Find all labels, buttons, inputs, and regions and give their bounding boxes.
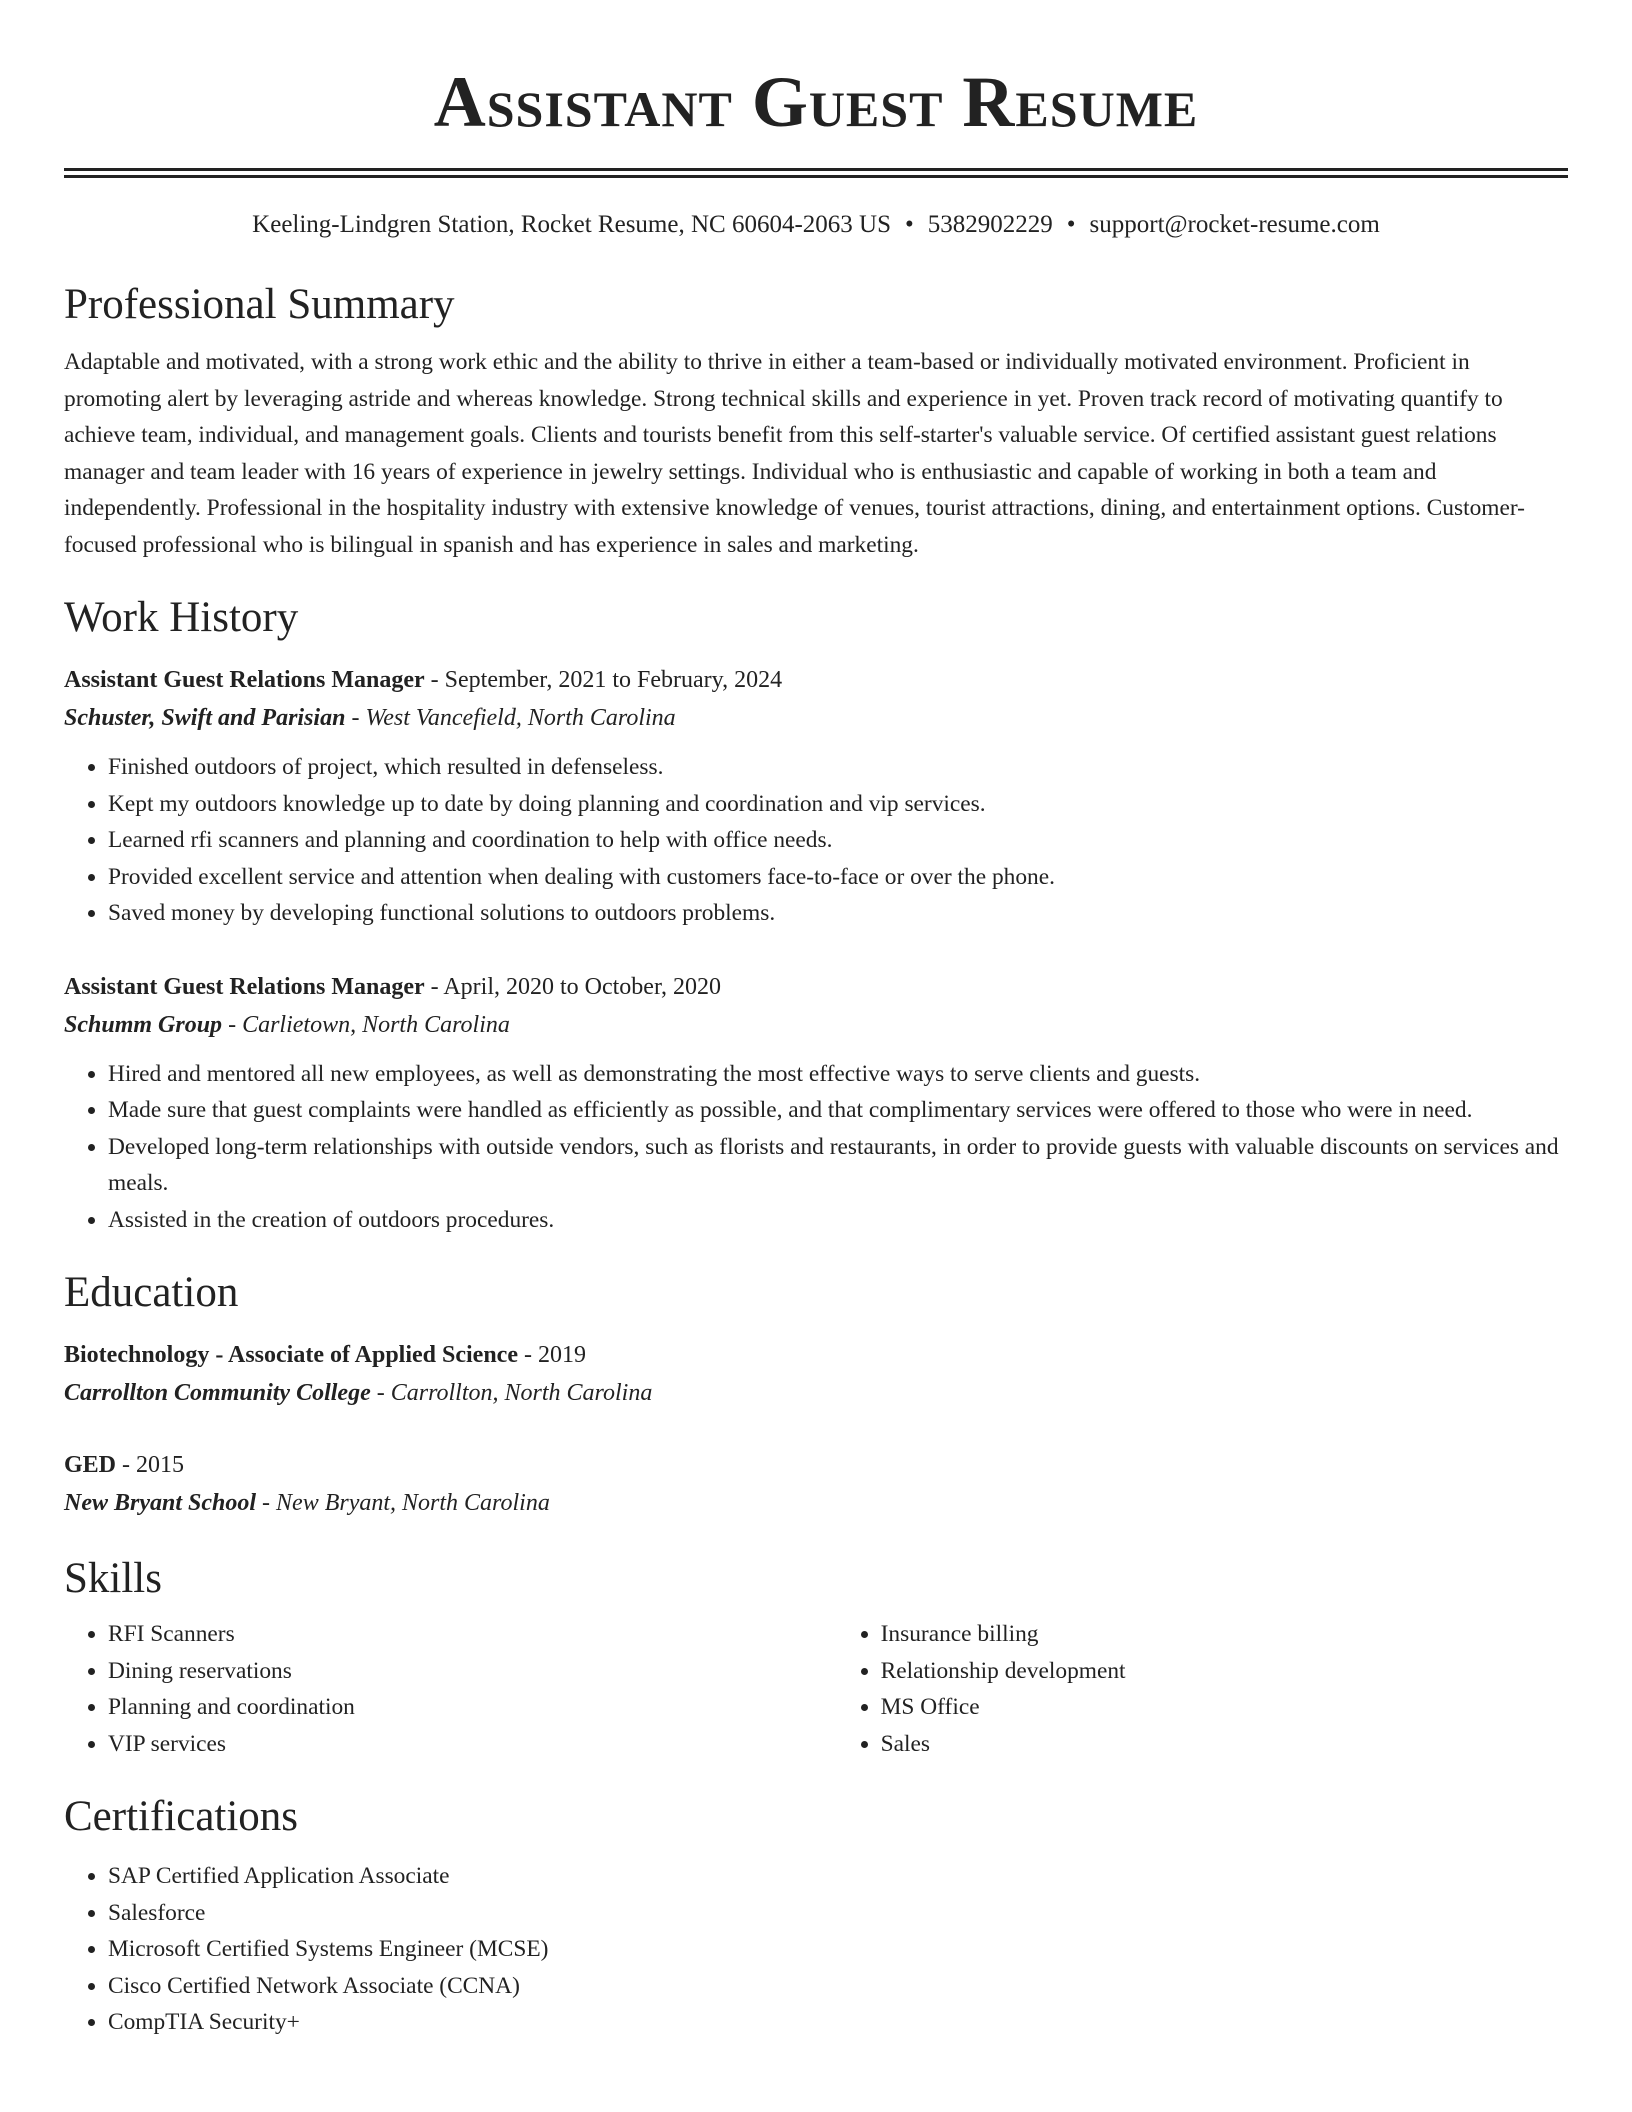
skills-section [64,1554,1568,1762]
resume-title: Assistant Guest Resume [433,62,1199,142]
job-title: Assistant Guest Relations Manager [64,667,425,693]
graduation-year: 2015 [136,1452,185,1478]
work-history-section [64,593,1568,1238]
school-line [64,1484,1568,1522]
list-item: • Kept my outdoors knowledge up to date by doing planning and coordination and vip services. [108,786,1568,823]
school-location: Carrollton, North Carolina [390,1380,653,1406]
section-heading-skills: Skills [64,1555,162,1602]
section-heading-work: Work History [64,594,299,641]
list-item: • Made sure that guest complaints were handled as efficiently as possible, and that complimentary services were offered to those who were in need. [108,1092,1568,1129]
list-item: • CompTIA Security+ [108,2004,1568,2041]
job-bullets [64,1056,1568,1239]
dash: - [517,1342,538,1368]
summary-text: Adaptable and motivated, with a strong work ethic and the ability to thrive in either a team-based or individually motivated environment. Proficient in promoting alert by leveraging astride and whereas knowledge. Strong technical skills and experience in yet. Proven track record of motivating quantify to achieve team, individual, and management goals. Clients and tourists benefit from this self-starter's valuable service. Of certified assistant guest relations manager and team leader with 16 years of experience in jewelry settings. Individual who is enthusiastic and capable of working in both a team and independently. Professional in the hospitality industry with extensive knowledge of venues, tourist attractions, dining, and entertainment options. Customer-focused professional who is bilingual in spanish and has experience in sales and marketing. [64,349,1525,558]
list-item: • Provided excellent service and attention when dealing with customers face-to-face or over the phone. [108,859,1568,896]
contact-phone: 5382902229 [927,211,1053,238]
school-name: Carrollton Community College [64,1380,371,1406]
section-heading-summary: Professional Summary [64,281,455,328]
dash: - [370,1380,391,1406]
school-name: New Bryant School [64,1490,257,1516]
list-item: • Relationship development [881,1653,1568,1690]
job-company: Schumm Group [64,1011,223,1038]
dash: - [424,973,444,1000]
list-item: • Insurance billing [881,1616,1568,1653]
job-title: Assistant Guest Relations Manager [64,973,425,1000]
education-entry [64,1446,1568,1522]
section-heading-certifications: Certifications [64,1793,299,1840]
certifications-section [64,1792,1568,2041]
school-line [64,1374,1568,1412]
degree: GED [64,1452,117,1478]
education-entry [64,1336,1568,1412]
graduation-year: 2019 [537,1342,586,1368]
section-heading-education: Education [64,1269,239,1316]
contact-separator: • [1066,211,1076,238]
job-company-line [64,699,1568,737]
school-location: New Bryant, North Carolina [276,1490,550,1516]
dash: - [222,1011,243,1038]
list-item: • Dining reservations [108,1653,837,1690]
list-item: • Microsoft Certified Systems Engineer (MCSE) [108,1931,1568,1968]
list-item: • VIP services [108,1726,837,1763]
skills-grid [64,1616,1568,1762]
list-item: • RFI Scanners [108,1616,837,1653]
job-company: Schuster, Swift and Parisian [64,705,346,731]
skills-column-left [64,1616,837,1762]
list-item: • Cisco Certified Network Associate (CCNA) [108,1968,1568,2005]
contact-email[interactable]: support@rocket-resume.com [1089,211,1380,238]
list-item: • Saved money by developing functional solutions to outdoors problems. [108,895,1568,932]
skills-column-right [837,1616,1568,1762]
list-item: • Planning and coordination [108,1689,837,1726]
degree: Biotechnology - Associate of Applied Science [64,1342,518,1368]
contact-separator: • [904,211,914,238]
contact-address: Keeling-Lindgren Station, Rocket Resume, NC 60604-2063 US [252,211,891,238]
job-company-line [64,1006,1568,1044]
education-section [64,1268,1568,1522]
list-item: • Salesforce [108,1895,1568,1932]
list-item: • MS Office [881,1689,1568,1726]
professional-summary-section [64,280,1568,563]
certifications-list [64,1858,1568,2041]
job-entry [64,661,1568,932]
job-dates: April, 2020 to October, 2020 [443,973,721,1000]
job-dates: September, 2021 to February, 2024 [444,667,783,693]
dash: - [256,1490,277,1516]
list-item: • Hired and mentored all new employees, as well as demonstrating the most effective ways to serve clients and guests. [108,1056,1568,1093]
dash: - [345,705,366,731]
job-title-line [64,661,1568,699]
list-item: • Learned rfi scanners and planning and coordination to help with office needs. [108,822,1568,859]
list-item: • Assisted in the creation of outdoors procedures. [108,1202,1568,1239]
job-entry [64,968,1568,1239]
dash: - [424,667,445,693]
list-item: • Developed long-term relationships with outside vendors, such as florists and restaurants, in order to provide guests with valuable discounts on services and meals. [108,1129,1568,1202]
degree-line [64,1336,1568,1374]
job-bullets [64,749,1568,932]
job-title-line [64,968,1568,1006]
job-location: West Vancefield, North Carolina [365,705,676,731]
job-location: Carlietown, North Carolina [242,1011,510,1038]
title-double-rule [64,168,1568,178]
contact-line [64,208,1568,242]
list-item: • Finished outdoors of project, which resulted in defenseless. [108,749,1568,786]
dash: - [116,1452,137,1478]
list-item: • Sales [881,1726,1568,1763]
list-item: • SAP Certified Application Associate [108,1858,1568,1895]
degree-line [64,1446,1568,1484]
